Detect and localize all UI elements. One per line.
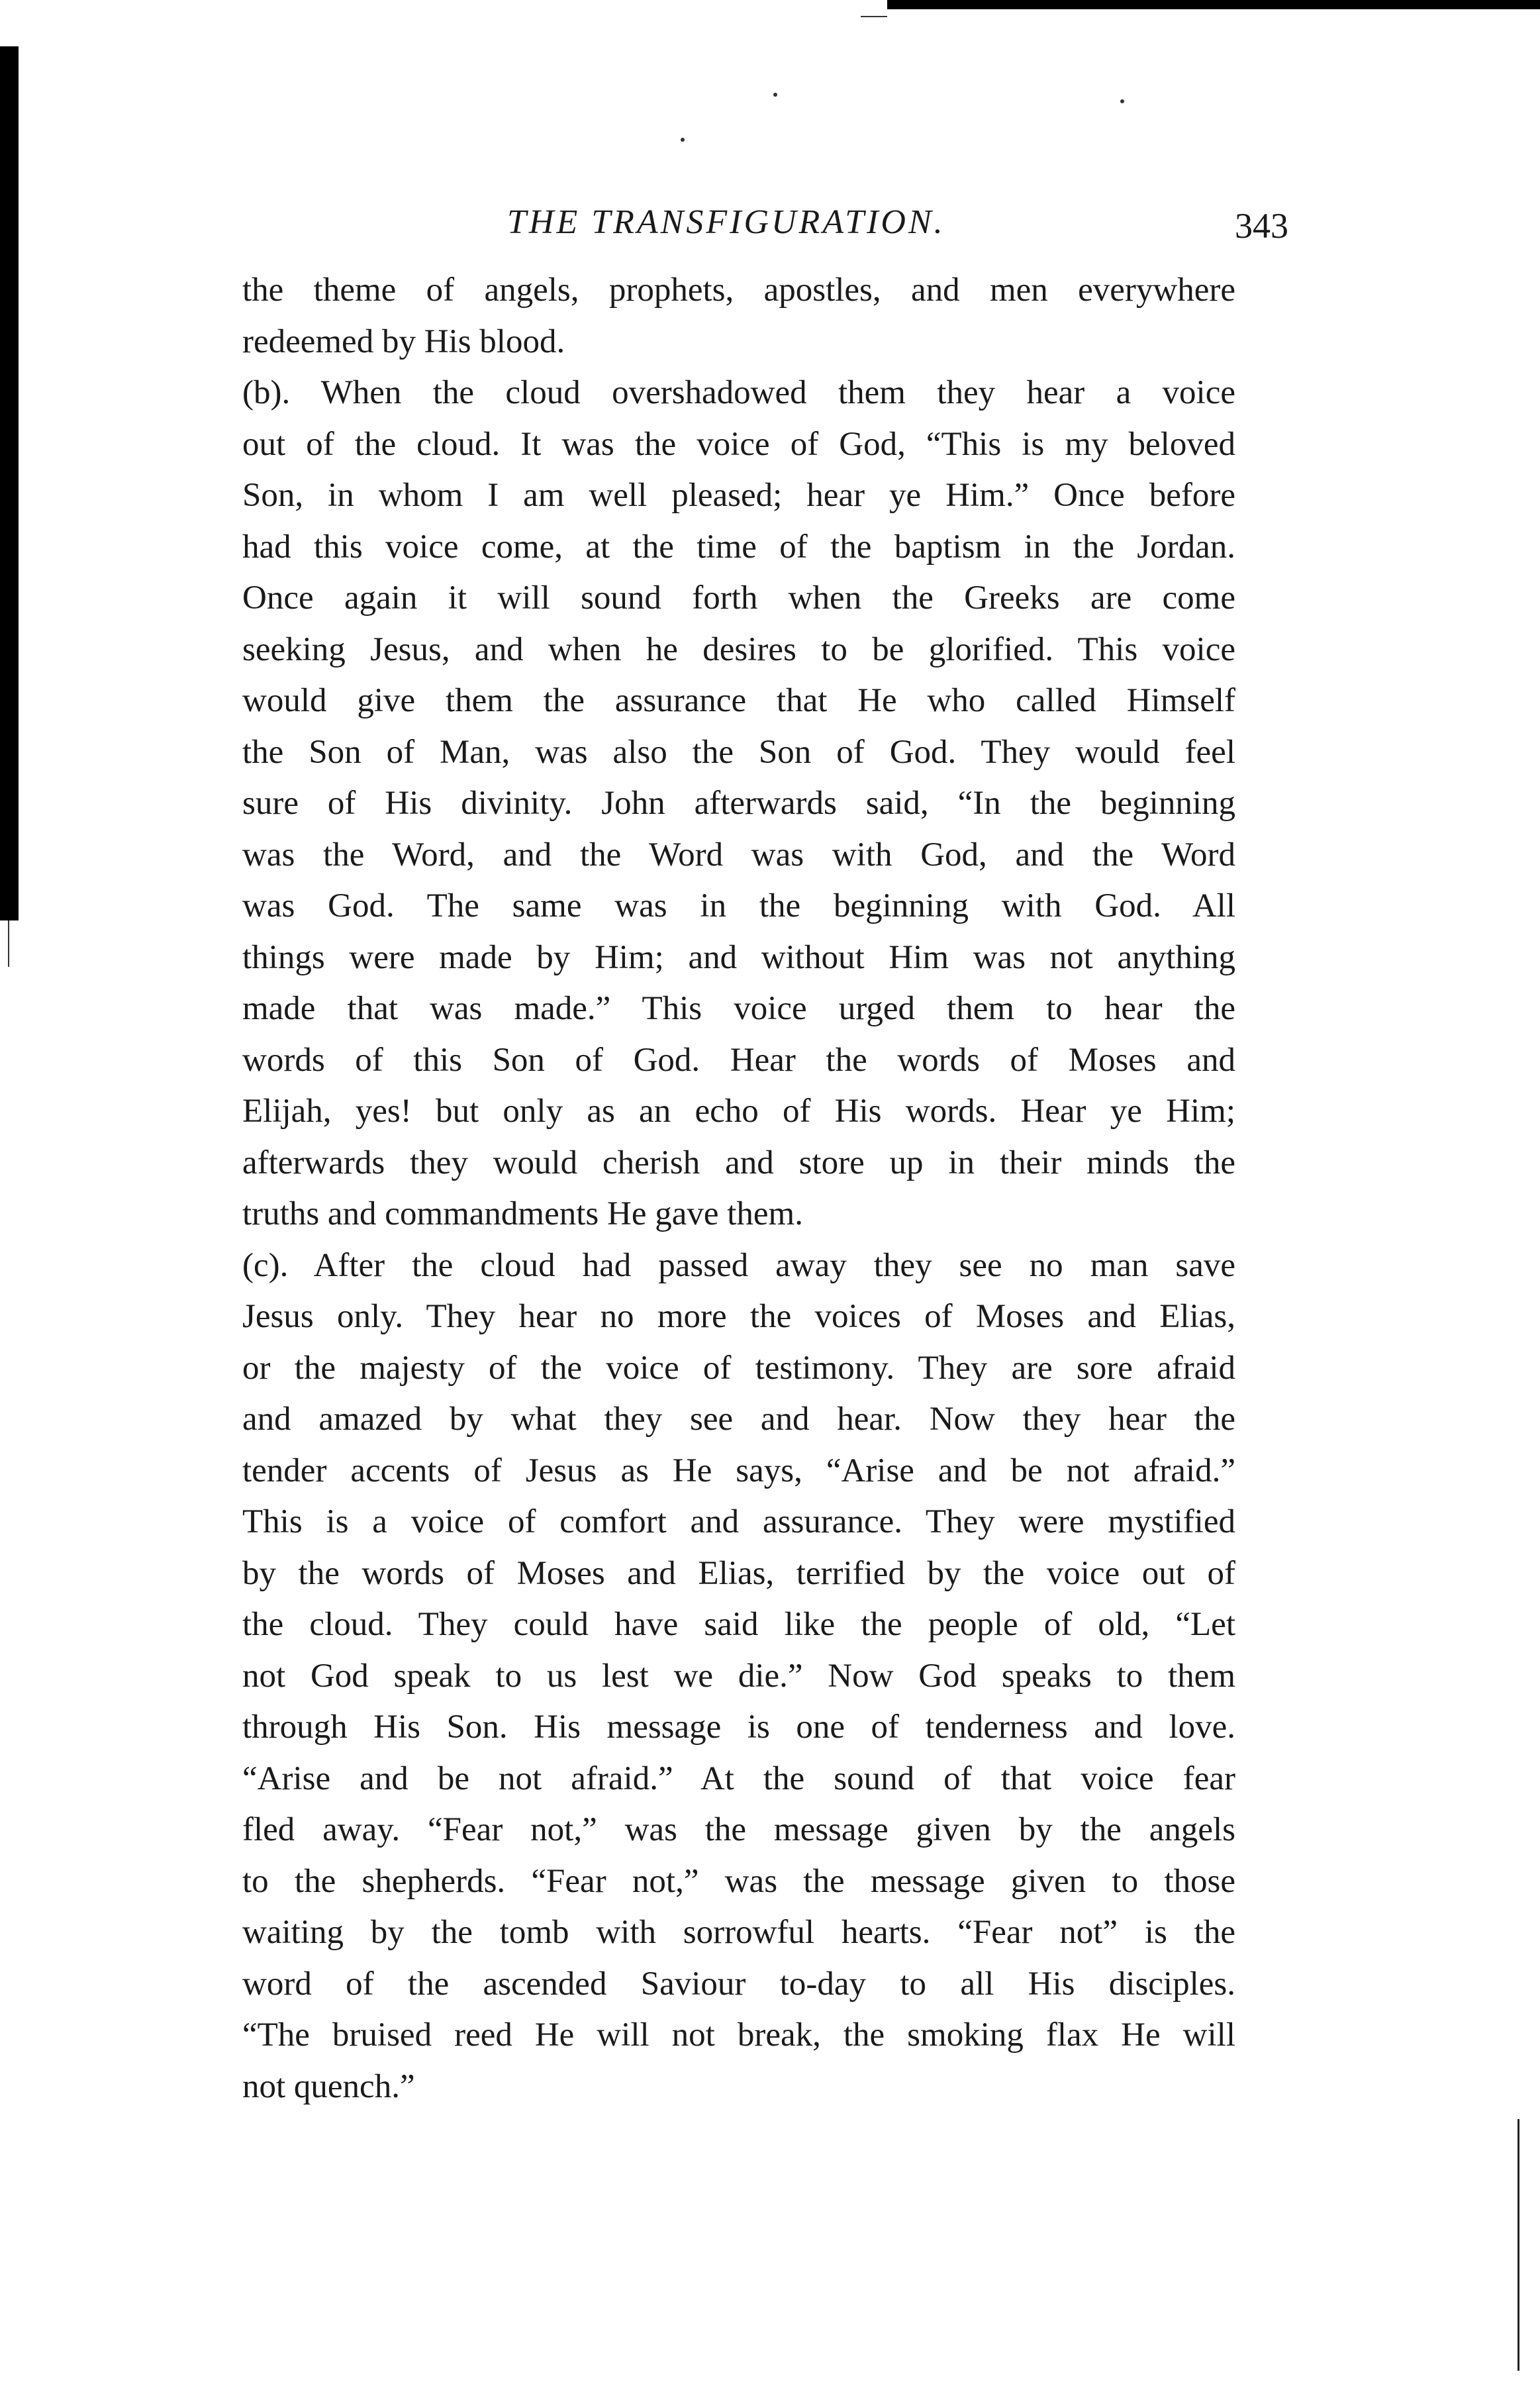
text-line: made that was made.” This voice urged them to hear the	[242, 990, 1235, 1027]
text-line: was the Word, and the Word was with God, and the Word	[242, 836, 1235, 873]
text-line: had this voice come, at the time of the baptism in the Jordan.	[242, 528, 1235, 566]
text-line: not God speak to us lest we die.” Now God speaks to them	[242, 1657, 1235, 1695]
text-line: Jesus only. They hear no more the voices of Moses and Elias,	[242, 1298, 1235, 1335]
text-line: fled away. “Fear not,” was the message given by the angels	[242, 1811, 1235, 1848]
text-line: or the majesty of the voice of testimony. They are sore afraid	[242, 1349, 1235, 1387]
text-line: word of the ascended Saviour to-day to all His disciples.	[242, 1965, 1235, 2003]
text-line: would give them the assurance that He who called Himself	[242, 682, 1235, 719]
scan-speck	[681, 138, 685, 142]
text-line: truths and commandments He gave them.	[242, 1195, 803, 1232]
text-line: sure of His divinity. John afterwards said, “In the beginning	[242, 785, 1235, 822]
text-line: waiting by the tomb with sorrowful hearts. “Fear not” is the	[242, 1914, 1235, 1951]
scan-edge-top	[887, 0, 1540, 9]
text-line: seeking Jesus, and when he desires to be glorified. This voice	[242, 630, 1235, 668]
text-line: and amazed by what they see and hear. Now they hear the	[242, 1401, 1235, 1438]
text-line: the theme of angels, prophets, apostles, and men everywhere	[242, 272, 1235, 309]
scan-edge-right	[1517, 2119, 1519, 2371]
scan-speck	[773, 93, 777, 97]
text-line: (c). After the cloud had passed away they see no man save	[242, 1246, 1235, 1284]
text-line: the Son of Man, was also the Son of God. They would feel	[242, 733, 1235, 771]
text-line: not quench.”	[242, 2067, 415, 2105]
body-text	[242, 265, 1235, 2112]
page-number: 343	[1235, 206, 1288, 246]
scan-mark-top	[861, 16, 887, 17]
text-line: This is a voice of comfort and assurance. They were mystified	[242, 1503, 1235, 1540]
text-line: “The bruised reed He will not break, the smoking flax He will	[242, 2016, 1235, 2054]
text-line: to the shepherds. “Fear not,” was the message given to those	[242, 1862, 1235, 1900]
text-line: out of the cloud. It was the voice of God, “This is my beloved	[242, 425, 1235, 463]
scan-edge-left	[0, 46, 19, 920]
text-line: Son, in whom I am well pleased; hear ye Him.” Once before	[242, 477, 1235, 514]
text-line: Once again it will sound forth when the Greeks are come	[242, 579, 1235, 617]
scan-mark-left	[8, 920, 9, 967]
text-line: through His Son. His message is one of tenderness and love.	[242, 1709, 1235, 1746]
text-line: Elijah, yes! but only as an echo of His words. Hear ye Him;	[242, 1093, 1235, 1130]
text-line: words of this Son of God. Hear the words of Moses and	[242, 1041, 1235, 1079]
running-head	[242, 199, 1288, 252]
text-line: by the words of Moses and Elias, terrified by the voice out of	[242, 1554, 1235, 1592]
scan-speck	[1120, 99, 1124, 103]
text-line: (b). When the cloud overshadowed them they hear a voice	[242, 374, 1235, 411]
text-line: was God. The same was in the beginning with God. All	[242, 887, 1235, 924]
text-line: afterwards they would cherish and store up in their minds the	[242, 1144, 1235, 1181]
text-line: tender accents of Jesus as He says, “Arise and be not afraid.”	[242, 1452, 1235, 1489]
text-line: the cloud. They could have said like the people of old, “Let	[242, 1606, 1235, 1643]
text-line: “Arise and be not afraid.” At the sound of that voice fear	[242, 1760, 1235, 1797]
running-title: THE TRANSFIGURATION.	[507, 203, 945, 241]
text-line: things were made by Him; and without Him was not anything	[242, 938, 1235, 976]
text-line: redeemed by His blood.	[242, 323, 565, 360]
